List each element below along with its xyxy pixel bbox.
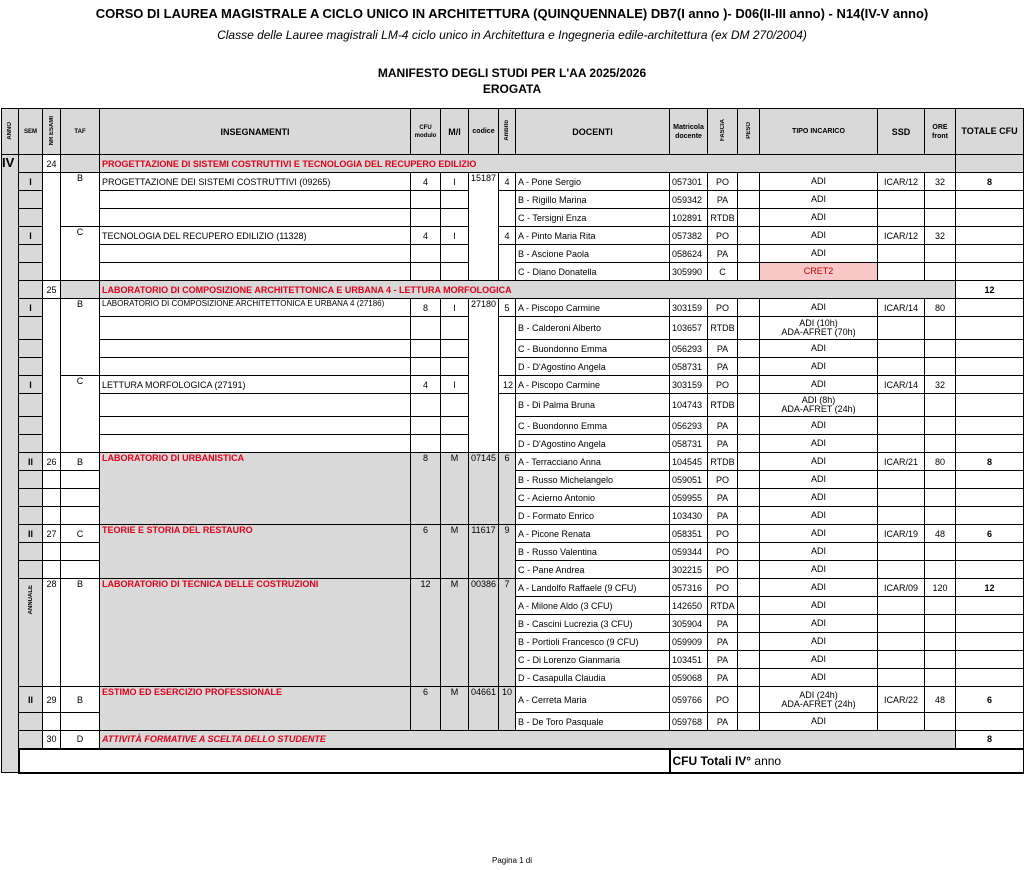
course-name: LABORATORIO DI URBANISTICA: [100, 453, 411, 525]
table-row: B - Russo Valentina 059344 PO ADI: [2, 543, 1024, 561]
table-row: C - Tersigni Enza 102891 RTDB ADI: [2, 209, 1024, 227]
table-row: C - Pane Andrea 302215 PO ADI: [2, 561, 1024, 579]
table-row: C - Buondonno Emma 056293 PA ADI: [2, 417, 1024, 435]
table-row: C - Di Lorenzo Gianmaria 103451 PA ADI: [2, 651, 1024, 669]
col-ore: ORE front: [925, 109, 956, 155]
course-subtitle: Classe delle Lauree magistrali LM-4 ciclo unico in Architettura e Ingegneria edile-architettura (ex DM 270/2004): [217, 28, 807, 42]
table-row: D - Formato Enrico 103430 PA ADI: [2, 507, 1024, 525]
col-mi: M/I: [441, 109, 469, 155]
table-row: II 29 B ESTIMO ED ESERCIZIO PROFESSIONALE 6 M 04661 10 A - Cerreta Maria 059766 PO ADI (24h) ADA-AFRET (24h) ICAR/22 48 6: [2, 687, 1024, 713]
cret2-badge: CRET2: [760, 263, 878, 281]
exam-number: 25: [43, 281, 61, 299]
col-insegnamenti: INSEGNAMENTI: [100, 109, 411, 155]
course-name: LABORATORIO DI COMPOSIZIONE ARCHITETTONICA E URBANA 4 (27186): [100, 299, 411, 317]
exam-number: 28: [43, 579, 61, 687]
section-row-30: 30 D ATTIVITÀ FORMATIVE A SCELTA DELLO STUDENTE 8: [2, 731, 1024, 749]
anno-cell: IV: [2, 155, 19, 773]
table-row: B - Cascini Lucrezia (3 CFU) 305904 PA ADI: [2, 615, 1024, 633]
col-cfu: CFU modulo: [411, 109, 441, 155]
table-row: I C LETTURA MORFOLOGICA (27191) 4 I 12 A - Piscopo Carmine 303159 PO ADI ICAR/14 32: [2, 376, 1024, 394]
table-row: B - Calderoni Alberto 103657 RTDB ADI (10h) ADA-AFRET (70h): [2, 317, 1024, 340]
course-name: LETTURA MORFOLOGICA (27191): [100, 376, 411, 394]
course-name: PROGETTAZIONE DEI SISTEMI COSTRUTTIVI (09265): [100, 173, 411, 191]
erogata-label: EROGATA: [482, 82, 542, 96]
table-row: I B PROGETTAZIONE DEI SISTEMI COSTRUTTIVI (09265) 4 I 15187 4 A - Pone Sergio 057301 PO ADI ICAR/12 32 8: [2, 173, 1024, 191]
table-row: C - Diano Donatella 305990 C CRET2: [2, 263, 1024, 281]
col-anno: ANNO: [2, 109, 19, 155]
course-title: CORSO DI LAUREA MAGISTRALE A CICLO UNICO IN ARCHITETTURA (QUINQUENNALE) DB7(I anno )- D06(II-III anno) - N14(IV-V anno): [95, 6, 929, 21]
col-taf: TAF: [61, 109, 100, 155]
exam-number: 30: [43, 731, 61, 749]
exam-number: 27: [43, 525, 61, 543]
col-tipo-incarico: TIPO INCARICO: [760, 109, 878, 155]
table-row: B - Portioli Francesco (9 CFU) 059909 PA ADI: [2, 633, 1024, 651]
col-codice: codice: [469, 109, 499, 155]
total-row: CFU Totali IV° anno: [2, 749, 1024, 773]
section-title: ATTIVITÀ FORMATIVE A SCELTA DELLO STUDENTE: [100, 731, 956, 749]
col-ambito: Ambito: [499, 109, 516, 155]
col-fascia: FASCIA: [708, 109, 738, 155]
section-row-25: 25 LABORATORIO DI COMPOSIZIONE ARCHITETTONICA E URBANA 4 - LETTURA MORFOLOGICA 12: [2, 281, 1024, 299]
section-title: PROGETTAZIONE DI SISTEMI COSTRUTTIVI E TECNOLOGIA DEL RECUPERO EDILIZIO: [100, 155, 956, 173]
study-plan-table: [1, 108, 1024, 774]
header-row: [2, 109, 1024, 155]
table-row: I B LABORATORIO DI COMPOSIZIONE ARCHITETTONICA E URBANA 4 (27186) 8 I 27180 5 A - Piscopo Carmine 303159 PO ADI ICAR/14 80: [2, 299, 1024, 317]
col-ssd: SSD: [878, 109, 925, 155]
table-row: II 26 B LABORATORIO DI URBANISTICA 8 M 07145 6 A - Terracciano Anna 104545 RTDB ADI ICAR/21 80 8: [2, 453, 1024, 471]
table-row: B - De Toro Pasquale 059768 PA ADI: [2, 713, 1024, 731]
col-matricola: Matricola docente: [670, 109, 708, 155]
exam-number: 29: [43, 687, 61, 713]
col-docenti: DOCENTI: [516, 109, 670, 155]
course-name: TEORIE E STORIA DEL RESTAURO: [100, 525, 411, 579]
course-name: ESTIMO ED ESERCIZIO PROFESSIONALE: [100, 687, 411, 731]
table-row: I C TECNOLOGIA DEL RECUPERO EDILIZIO (11328) 4 I 4 A - Pinto Maria Rita 057382 PO ADI ICAR/12 32: [2, 227, 1024, 245]
table-row: A - Milone Aldo (3 CFU) 142650 RTDA ADI: [2, 597, 1024, 615]
table-row: C - Buondonno Emma 056293 PA ADI: [2, 340, 1024, 358]
table-row: B - Russo Michelangelo 059051 PO ADI: [2, 471, 1024, 489]
exam-number: 24: [43, 155, 61, 173]
table-row: D - Casapulla Claudia 059068 PA ADI: [2, 669, 1024, 687]
table-row: B - Ascione Paola 058624 PA ADI: [2, 245, 1024, 263]
col-sem: SEM: [19, 109, 43, 155]
table-row: ANNUALE 28 B LABORATORIO DI TECNICA DELLE COSTRUZIONI 12 M 00386 7 A - Landolfo Raffaele (9 CFU) 057316 PO ADI ICAR/09 120 12: [2, 579, 1024, 597]
section-title: LABORATORIO DI COMPOSIZIONE ARCHITETTONICA E URBANA 4 - LETTURA MORFOLOGICA: [100, 281, 956, 299]
col-peso: PESO: [738, 109, 760, 155]
table-row: II 27 C TEORIE E STORIA DEL RESTAURO 6 M 11617 9 A - Picone Renata 058351 PO ADI ICAR/19 48 6: [2, 525, 1024, 543]
section-row-24: [2, 155, 1024, 173]
course-name: TECNOLOGIA DEL RECUPERO EDILIZIO (11328): [100, 227, 411, 245]
table-row: B - Rigillo Marina 059342 PA ADI: [2, 191, 1024, 209]
manifesto-title: MANIFESTO DEGLI STUDI PER L'AA 2025/2026: [377, 66, 647, 80]
course-name: LABORATORIO DI TECNICA DELLE COSTRUZIONI: [100, 579, 411, 687]
page-footer: Pagina 1 di: [491, 856, 533, 865]
col-totale: TOTALE CFU: [956, 109, 1024, 155]
table-row: D - D'Agostino Angela 058731 PA ADI: [2, 435, 1024, 453]
table-row: C - Acierno Antonio 059955 PA ADI: [2, 489, 1024, 507]
exam-number: 26: [43, 453, 61, 471]
col-nr-esami: NR ESAMI: [43, 109, 61, 155]
table-row: D - D'Agostino Angela 058731 PA ADI: [2, 358, 1024, 376]
table-row: B - Di Palma Bruna 104743 RTDB ADI (8h) ADA-AFRET (24h): [2, 394, 1024, 417]
